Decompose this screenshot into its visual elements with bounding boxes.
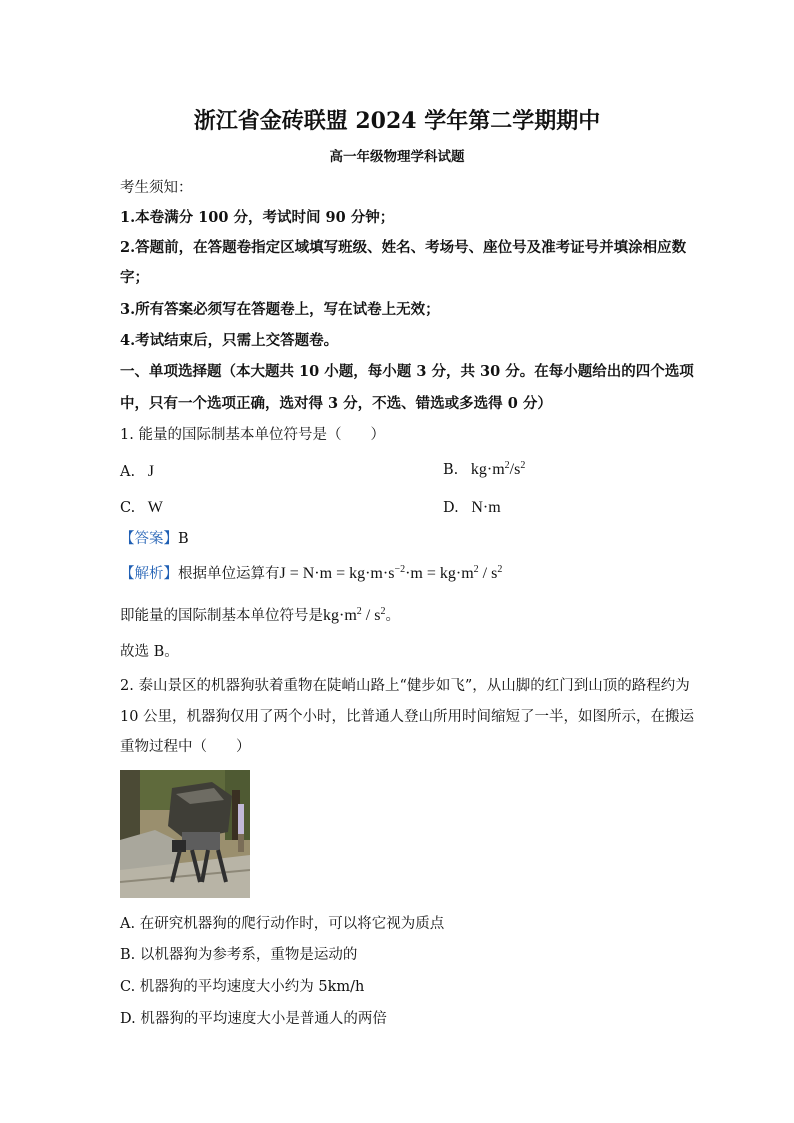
analysis-tag: 【解析】 (120, 566, 178, 582)
option-letter: C. (120, 500, 136, 516)
superscript: 2 (380, 606, 386, 617)
superscript: −2 (394, 564, 406, 575)
q2-option-a: A. 在研究机器狗的爬行动作时，可以将它视为质点 (120, 916, 445, 932)
conclusion-suffix: 。 (385, 608, 400, 624)
q1-option-b (443, 460, 525, 480)
q2-option-b: B. 以机器狗为参考系，重物是运动的 (120, 947, 358, 963)
question-2-line3: 重物过程中（ ） (120, 739, 251, 755)
conclusion-text: 即能量的国际制基本单位符号是 (120, 608, 323, 624)
option-text: kg·m (470, 461, 505, 478)
option-letter: B. (443, 462, 459, 478)
notice-item-2-cont: 字； (120, 269, 149, 286)
page-title: 浙江省金砖联盟 2024 学年第二学期期中 (193, 108, 601, 134)
equation-part: / s (361, 607, 381, 624)
option-text-2: /s (509, 461, 521, 478)
option-text: W (147, 499, 163, 516)
superscript: 2 (473, 564, 479, 575)
superscript: 2 (520, 460, 526, 471)
answer-value: B (178, 531, 189, 547)
answer-tag: 【答案】 (120, 531, 178, 547)
q2-option-d: D. 机器狗的平均速度大小是普通人的两倍 (120, 1011, 387, 1027)
notice-item-4: 4.考试结束后，只需上交答题卷。 (120, 332, 339, 349)
notice-heading: 考生须知： (120, 180, 193, 196)
question-2-line1: 2. 泰山景区的机器狗驮着重物在陡峭山路上“健步如飞”，从山脚的红门到山顶的路程约为 (120, 678, 690, 694)
notice-item-2: 2.答题前，在答题卷指定区域填写班级、姓名、考场号、座位号及准考证号并填涂相应数 (120, 239, 687, 256)
equation-part: / s (478, 565, 498, 582)
q1-option-a (120, 462, 154, 482)
equation-part: kg·m (323, 607, 357, 624)
q1-option-c (120, 498, 163, 518)
q1-choose: 故选 B。 (120, 644, 179, 660)
question-2-line2: 10 公里，机器狗仅用了两个小时，比普通人登山所用时间缩短了一半，如图所示，在搬运 (120, 709, 695, 725)
q1-answer (120, 529, 189, 549)
section-heading-line2: 中，只有一个选项正确，选对得 3 分，不选、错选或多选得 0 分） (120, 395, 552, 412)
superscript: 2 (504, 460, 510, 471)
robot-dog-photo (120, 770, 250, 898)
q1-option-d (443, 498, 501, 518)
q1-analysis (120, 564, 502, 584)
option-text: J (147, 463, 154, 480)
question-1-stem: 1. 能量的国际制基本单位符号是（ ） (120, 427, 385, 443)
option-letter: D. (443, 500, 459, 516)
section-heading-line1: 一、单项选择题（本大题共 10 小题，每小题 3 分，共 30 分。在每小题给出的四个选项 (120, 363, 694, 380)
option-text: N·m (471, 499, 501, 516)
notice-item-3: 3.所有答案必须写在答题卷上，写在试卷上无效； (120, 301, 440, 318)
superscript: 2 (356, 606, 362, 617)
q1-conclusion (120, 606, 400, 626)
superscript: 2 (497, 564, 503, 575)
analysis-text: 根据单位运算有 (178, 566, 280, 582)
q2-option-c: C. 机器狗的平均速度大小约为 5km/h (120, 979, 365, 995)
notice-item-1: 1.本卷满分 100 分，考试时间 90 分钟； (120, 209, 395, 226)
equation-part: ·m = kg·m (405, 565, 474, 582)
page-subtitle: 高一年级物理学科试题 (329, 149, 465, 165)
option-letter: A. (120, 464, 136, 480)
equation-part: J = N·m = kg·m·s (279, 565, 395, 582)
